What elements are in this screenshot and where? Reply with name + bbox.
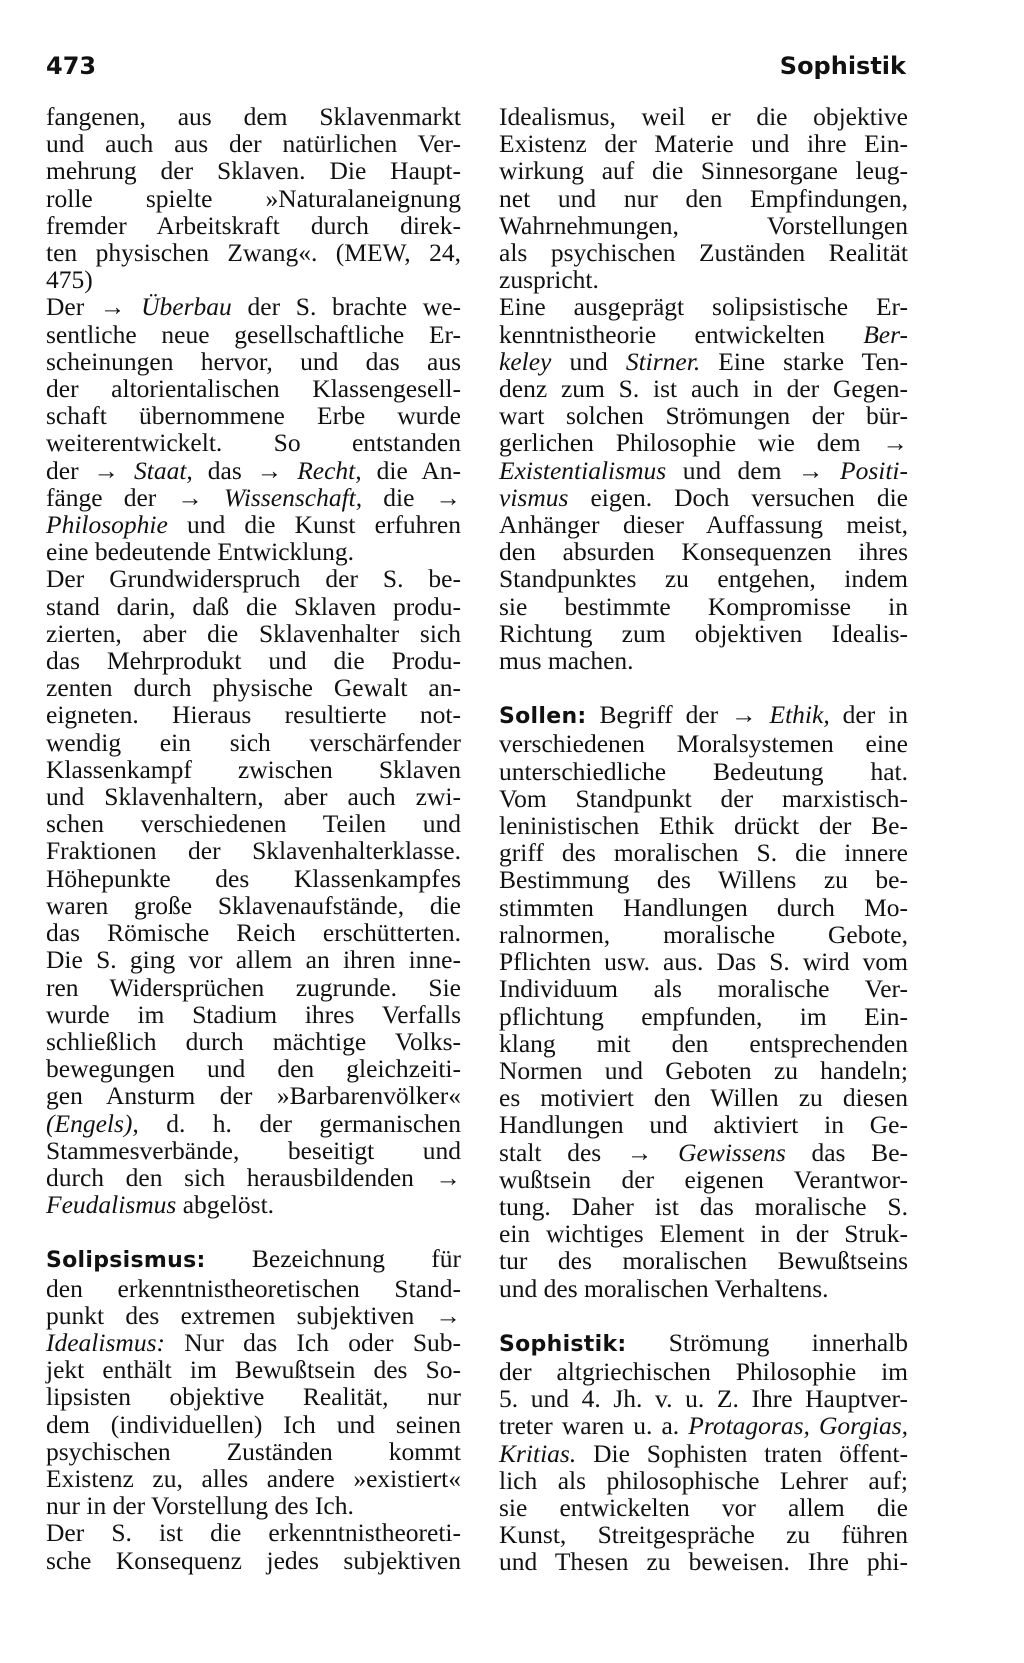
text-line: Bestimmung des Willens zu be-	[499, 865, 908, 895]
text-line: zenten durch physische Gewalt an-	[46, 673, 461, 703]
text-line: klang mit den entsprechenden	[499, 1028, 908, 1058]
cross-reference: Kritias.	[499, 1438, 577, 1468]
text-line: sentliche neue gesellschaftliche Er-	[46, 319, 461, 349]
text-line: treter waren u. a. Protagoras, Gorgias,	[499, 1411, 908, 1441]
cross-reference: Ber-	[863, 319, 908, 349]
text-line: Vom Standpunkt der marxistisch-	[499, 783, 908, 813]
text-line: Der → Überbau der S. brachte we-	[46, 292, 461, 322]
text-line: ein wichtiges Element in der Struk-	[499, 1219, 908, 1249]
text-line: Existenz zu, alles andere »existiert«	[46, 1463, 461, 1493]
text-line: leninistischen Ethik drückt der Be-	[499, 811, 908, 841]
text-line: eine bedeutende Entwicklung.	[46, 537, 355, 567]
text-line: net und nur den Empfindungen,	[499, 183, 908, 213]
text-line: schen verschiedenen Teilen und	[46, 809, 461, 839]
text-line: Philosophie und die Kunst erfuhren	[46, 510, 461, 540]
text-line: Sollen: Begriff der → Ethik, der in	[499, 700, 908, 730]
text-line: ren Widersprüchen zugrunde. Sie	[46, 972, 461, 1002]
text-line: sie bestimmte Kompromisse in	[499, 591, 908, 621]
cross-reference: (Engels),	[46, 1108, 139, 1138]
text-line: Wahrnehmungen, Vorstellungen	[499, 210, 908, 240]
text-line: wirkung auf die Sinnesorgane leug-	[499, 156, 908, 186]
text-line: unterschiedliche Bedeutung hat.	[499, 756, 908, 786]
text-line: ralnormen, moralische Gebote,	[499, 919, 908, 949]
text-line: den absurden Konsequenzen ihres	[499, 537, 908, 567]
text-line: rolle spielte »Naturalaneignung	[46, 183, 461, 213]
text-line: eigneten. Hieraus resultierte not-	[46, 700, 461, 730]
text-line: Eine ausgeprägt solipsistische Er-	[499, 292, 908, 322]
text-line: sie entwickelten vor allem die	[499, 1492, 908, 1522]
text-line: das Mehrprodukt und die Produ-	[46, 646, 461, 676]
text-line: das Römische Reich erschütterten.	[46, 918, 461, 948]
text-line: Stammesverbände, beseitigt und	[46, 1135, 461, 1165]
text-line: (Engels), d. h. der germanischen	[46, 1108, 461, 1138]
text-line: bewegungen und den gleichzeiti-	[46, 1054, 461, 1084]
cross-reference: Feudalismus	[46, 1190, 177, 1220]
page-number: 473	[46, 52, 97, 80]
text-line: griff des moralischen S. die innere	[499, 838, 908, 868]
text-line: und des moralischen Verhaltens.	[499, 1273, 829, 1303]
text-line: es motiviert den Willen zu diesen	[499, 1083, 908, 1113]
text-line: Feudalismus abgelöst.	[46, 1190, 275, 1220]
text-line: Solipsismus: Bezeichnung für	[46, 1244, 461, 1274]
text-line: Der Grundwiderspruch der S. be-	[46, 564, 461, 594]
text-line: stimmten Handlungen durch Mo-	[499, 892, 908, 922]
cross-reference: Recht,	[297, 455, 362, 485]
text-line: gen Ansturm der »Barbarenvölker«	[46, 1081, 461, 1111]
text-line: gerlichen Philosophie wie dem →	[499, 428, 908, 458]
text-line: der altorientalischen Klassengesell-	[46, 374, 461, 404]
text-line: lich als philosophische Lehrer auf;	[499, 1465, 908, 1495]
text-line: Höhepunkte des Klassenkampfes	[46, 863, 461, 893]
text-line: den erkenntnistheoretischen Stand-	[46, 1273, 461, 1303]
cross-reference: Staat,	[134, 455, 193, 485]
text-line: lipsisten objektive Realität, nur	[46, 1382, 461, 1412]
text-line: 475)	[46, 265, 93, 295]
text-line: punkt des extremen subjektiven →	[46, 1300, 461, 1330]
cross-reference: Stirner.	[625, 346, 701, 376]
text-line: und Thesen zu beweisen. Ihre phi-	[499, 1547, 908, 1577]
text-line: Fraktionen der Sklavenhalterklasse.	[46, 836, 461, 866]
text-line: Idealismus: Nur das Ich oder Sub-	[46, 1327, 461, 1357]
text-line: dem (individuellen) Ich und seinen	[46, 1409, 461, 1439]
text-line: schließlich durch mächtige Volks-	[46, 1026, 461, 1056]
text-line: Sophistik: Strömung innerhalb	[499, 1327, 908, 1357]
cross-reference: Wissenschaft,	[224, 482, 363, 512]
text-line: sche Konsequenz jedes subjektiven	[46, 1545, 461, 1575]
text-line: Der S. ist die erkenntnistheoreti-	[46, 1518, 461, 1548]
running-head: Sophistik	[779, 52, 906, 80]
text-line: wart solchen Strömungen der bür-	[499, 401, 908, 431]
text-line: psychischen Zuständen kommt	[46, 1436, 461, 1466]
cross-reference: Überbau	[141, 292, 232, 322]
text-line: der altgriechischen Philosophie im	[499, 1356, 908, 1386]
text-line: zierten, aber die Sklavenhalter sich	[46, 618, 461, 648]
text-line: tur des moralischen Bewußtseins	[499, 1246, 908, 1276]
text-line: verschiedenen Moralsystemen eine	[499, 729, 908, 759]
text-line: nur in der Vorstellung des Ich.	[46, 1491, 354, 1521]
text-line: kenntnistheorie entwickelten Ber-	[499, 319, 908, 349]
cross-reference: Philosophie	[46, 510, 168, 540]
text-line: Klassenkampf zwischen Sklaven	[46, 754, 461, 784]
text-line: durch den sich herausbildenden →	[46, 1162, 461, 1192]
text-line: Idealismus, weil er die objektive	[499, 102, 908, 131]
cross-reference: Ethik,	[769, 700, 830, 730]
text-line: Kunst, Streitgespräche zu führen	[499, 1520, 908, 1550]
text-line: 5. und 4. Jh. v. u. Z. Ihre Hauptver-	[499, 1384, 908, 1414]
text-line: scheinungen hervor, und das aus	[46, 346, 461, 376]
text-line: wurde im Stadium ihres Verfalls	[46, 999, 461, 1029]
right-column	[499, 103, 908, 1576]
cross-reference: Protagoras, Gorgias,	[688, 1411, 908, 1441]
text-line: Individuum als moralische Ver-	[499, 974, 908, 1004]
left-column	[46, 103, 461, 1574]
text-line: keley und Stirner. Eine starke Ten-	[499, 346, 909, 376]
text-line: Pflichten usw. aus. Das S. wird vom	[499, 947, 908, 977]
entry-headword: Sollen:	[499, 704, 587, 730]
cross-reference: Gewissens	[678, 1137, 786, 1167]
text-line: der → Staat, das → Recht, die An-	[46, 455, 462, 485]
text-line: pflichtung empfunden, im Ein-	[499, 1001, 908, 1031]
text-line: weiterentwickelt. So entstanden	[46, 428, 461, 458]
cross-reference: Idealismus:	[46, 1327, 165, 1357]
text-line: denz zum S. ist auch in der Gegen-	[499, 374, 908, 404]
cross-reference: Existentialismus	[499, 455, 667, 485]
text-line: wendig ein sich verschärfender	[46, 727, 461, 757]
cross-reference: vismus	[499, 482, 569, 512]
text-line: waren große Sklavenaufstände, die	[46, 890, 461, 920]
text-line: Normen und Geboten zu handeln;	[499, 1055, 908, 1085]
text-line: Existentialismus und dem → Positi-	[499, 455, 908, 485]
text-line: ten physischen Zwang«. (MEW, 24,	[46, 238, 461, 268]
text-line: fänge der → Wissenschaft, die →	[46, 482, 461, 512]
text-line: Handlungen und aktiviert in Ge-	[499, 1110, 908, 1140]
text-line: Standpunktes zu entgehen, indem	[499, 564, 908, 594]
text-line: schaft übernommene Erbe wurde	[46, 401, 461, 431]
text-line: als psychischen Zuständen Realität	[499, 238, 908, 268]
text-line: mus machen.	[499, 646, 634, 676]
text-line: zuspricht.	[499, 265, 599, 295]
entry-headword: Sophistik:	[499, 1331, 627, 1357]
text-line: tung. Daher ist das moralische S.	[499, 1191, 908, 1221]
text-line: stalt des → Gewissens das Be-	[499, 1137, 908, 1167]
text-line: vismus eigen. Doch versuchen die	[499, 482, 908, 512]
text-line: Kritias. Die Sophisten traten öffent-	[499, 1438, 908, 1468]
text-line: Die S. ging vor allem an ihren inne-	[46, 945, 461, 975]
text-line: fremder Arbeitskraft durch direk-	[46, 210, 461, 240]
text-line: Existenz der Materie und ihre Ein-	[499, 129, 908, 159]
cross-reference: Positi-	[840, 455, 908, 485]
text-line: fangenen, aus dem Sklavenmarkt	[46, 102, 461, 131]
text-line: Richtung zum objektiven Idealis-	[499, 618, 908, 648]
text-line: stand darin, daß die Sklaven produ-	[46, 591, 461, 621]
entry-headword: Solipsismus:	[46, 1248, 206, 1274]
text-line: Anhänger dieser Auffassung meist,	[499, 510, 908, 540]
cross-reference: keley	[499, 346, 552, 376]
text-line: jekt enthält im Bewußtsein des So-	[46, 1355, 461, 1385]
text-line: und auch aus der natürlichen Ver-	[46, 129, 461, 159]
text-line: und Sklavenhaltern, aber auch zwi-	[46, 782, 461, 812]
text-line: wußtsein der eigenen Verantwor-	[499, 1164, 908, 1194]
text-line: mehrung der Sklaven. Die Haupt-	[46, 156, 461, 186]
